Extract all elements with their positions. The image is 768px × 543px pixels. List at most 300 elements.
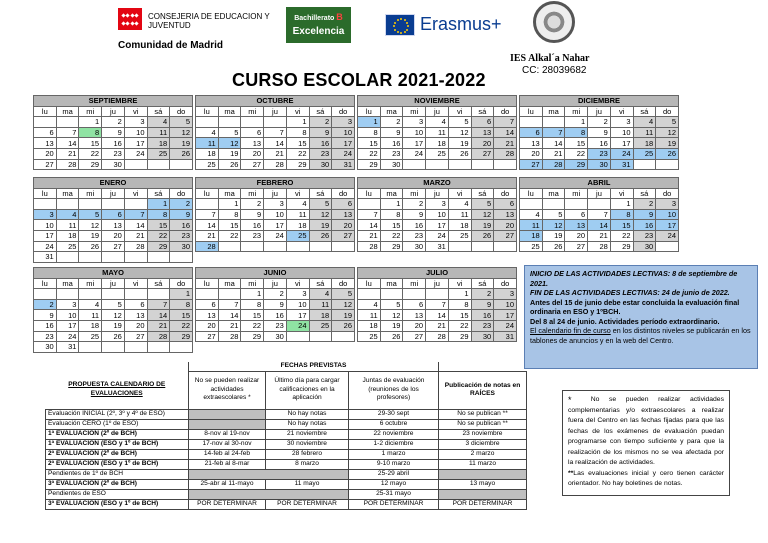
calendar-day: 15	[241, 310, 264, 321]
calendar-day: 18	[286, 220, 309, 231]
bach-line2: Excelencia	[292, 26, 345, 37]
calendar-day: 25	[633, 148, 656, 159]
eval-cell	[189, 419, 266, 429]
calendar-day: 6	[494, 199, 517, 210]
month-name: FEBRERO	[196, 178, 355, 189]
eval-cell: 3 diciembre	[439, 439, 527, 449]
calendar-day: 8	[448, 299, 471, 310]
calendar-day: 1	[79, 117, 102, 128]
calendar-empty-cell	[656, 241, 679, 252]
eval-row-name: 3ª EVALUACIÓN (2º de BCH)	[46, 479, 189, 489]
calendar-day: 21	[358, 230, 381, 241]
calendar-day: 26	[471, 230, 494, 241]
calendar-day: 18	[520, 230, 543, 241]
calendar-day: 12	[79, 220, 102, 231]
calendar-day: 28	[542, 159, 565, 170]
weekday-header: mi	[241, 106, 264, 117]
calendar-day: 6	[124, 299, 147, 310]
weekday-header: ma	[56, 188, 79, 199]
calendar-empty-cell	[124, 199, 147, 210]
calendar-day: 13	[471, 127, 494, 138]
calendar-day: 23	[633, 230, 656, 241]
calendar-day: 6	[241, 127, 264, 138]
calendar-day: 15	[147, 220, 170, 231]
calendar-day: 24	[403, 148, 426, 159]
calendar-empty-cell	[79, 342, 102, 353]
calendar-day: 2	[403, 199, 426, 210]
calendar-day: 18	[633, 138, 656, 149]
eu-star-icon	[404, 31, 406, 33]
weekday-header: ma	[56, 106, 79, 117]
calendar-day: 12	[656, 127, 679, 138]
weekday-header: sá	[471, 106, 494, 117]
eu-star-icon	[400, 18, 402, 20]
calendar-day: 11	[79, 310, 102, 321]
weekday-header: mi	[565, 106, 588, 117]
calendar-day: 14	[358, 220, 381, 231]
calendar-day: 6	[34, 127, 57, 138]
weekday-header: lu	[520, 106, 543, 117]
eval-cell: 6 octubre	[349, 419, 439, 429]
eval-row	[46, 499, 527, 509]
calendar-day: 23	[309, 148, 332, 159]
calendar-day: 13	[494, 209, 517, 220]
calendar-empty-cell	[196, 289, 219, 300]
calendar-day: 3	[656, 199, 679, 210]
calendar-day: 29	[565, 159, 588, 170]
calendar-day: 14	[588, 220, 611, 231]
calendar-day: 10	[124, 127, 147, 138]
eval-cell: 30 noviembre	[266, 439, 349, 449]
calendar-day: 15	[79, 138, 102, 149]
calendar-day: 30	[380, 159, 403, 170]
eval-cell: 1 marzo	[349, 449, 439, 459]
month-calendar-julio	[357, 267, 517, 342]
calendar-empty-cell	[196, 199, 219, 210]
calendar-day: 16	[633, 220, 656, 231]
calendar-empty-cell	[264, 241, 287, 252]
calendar-day: 20	[102, 230, 125, 241]
calendar-day: 20	[494, 220, 517, 231]
calendar-day: 19	[309, 220, 332, 231]
school-code: CC: 28039682	[522, 65, 587, 76]
eval-empty-cell	[439, 489, 527, 499]
eu-star-icon	[400, 32, 402, 34]
calendar-day: 9	[471, 299, 494, 310]
calendar-day: 29	[286, 159, 309, 170]
calendar-day: 27	[196, 331, 219, 342]
weekday-header: do	[332, 278, 355, 289]
calendar-day: 14	[264, 138, 287, 149]
eval-cell: 22 noviembre	[349, 429, 439, 439]
calendar-day: 18	[79, 320, 102, 331]
calendar-day: 3	[403, 117, 426, 128]
eval-row	[46, 429, 527, 439]
eval-row-name: 2ª EVALUACIÓN (2º de BCH)	[46, 449, 189, 459]
consejeria-line1: CONSEJERIA DE EDUCACION Y	[148, 12, 270, 21]
calendar-day: 3	[286, 289, 309, 300]
calendar-day: 12	[102, 310, 125, 321]
calendar-empty-cell	[565, 199, 588, 210]
calendar-day: 19	[380, 320, 403, 331]
school-name: IES Alkal´a Nahar	[510, 53, 590, 64]
calendar-day: 23	[471, 320, 494, 331]
calendar-day: 6	[196, 299, 219, 310]
calendar-day: 5	[656, 117, 679, 128]
weekday-header: lu	[34, 278, 57, 289]
eval-cell: 17-nov al 30-nov	[189, 439, 266, 449]
eval-cell: No hay notas	[266, 409, 349, 419]
calendar-empty-cell	[124, 159, 147, 170]
eval-cell: 25-29 abril	[349, 469, 439, 479]
calendar-day: 10	[403, 127, 426, 138]
weekday-header: sá	[147, 278, 170, 289]
calendar-day: 24	[34, 241, 57, 252]
calendar-day: 13	[102, 220, 125, 231]
eval-cell: 8-nov al 19-nov	[189, 429, 266, 439]
month-calendar-abril	[519, 177, 679, 252]
calendar-day: 18	[309, 310, 332, 321]
calendar-day: 10	[34, 220, 57, 231]
weekday-header: vi	[124, 188, 147, 199]
calendar-day: 7	[264, 127, 287, 138]
eval-row-name: 2ª EVALUACIÓN (ESO y 1º de BCH)	[46, 459, 189, 469]
calendar-empty-cell	[147, 159, 170, 170]
calendar-day: 29	[241, 331, 264, 342]
weekday-header: lu	[358, 278, 381, 289]
calendar-day: 19	[542, 230, 565, 241]
month-calendar-septiembre	[33, 95, 193, 170]
calendar-empty-cell	[656, 159, 679, 170]
calendar-day: 14	[494, 127, 517, 138]
eval-row-name: 1ª EVALUACIÓN (2º de BCH)	[46, 429, 189, 439]
calendar-day: 9	[403, 209, 426, 220]
calendar-day: 5	[542, 209, 565, 220]
info-end: FIN DE LAS ACTIVIDADES LECTIVAS: 24 de junio de 2022.	[530, 288, 730, 297]
weekday-header: lu	[196, 188, 219, 199]
weekday-header: ma	[380, 188, 403, 199]
note-1: * No se pueden realizar actividades complementarias y/o extraescolares a realizar fuera del Centro en las fechas fijadas para que las fechas de los exámenes de evaluación puedan programarse con tiempo suficiente y para que la realización de los mismos no se vea afectada por la realización de actividades.	[568, 395, 724, 466]
eval-row	[46, 409, 527, 419]
calendar-day: 19	[332, 310, 355, 321]
calendar-empty-cell	[102, 199, 125, 210]
calendar-day: 13	[196, 310, 219, 321]
eval-row-name: 1ª EVALUACIÓN (ESO y 1º de BCH)	[46, 439, 189, 449]
calendar-day: 27	[34, 159, 57, 170]
calendar-empty-cell	[494, 159, 517, 170]
month-calendar-octubre	[195, 95, 355, 170]
calendar-empty-cell	[403, 159, 426, 170]
calendar-day: 30	[403, 241, 426, 252]
calendar-day: 19	[170, 138, 193, 149]
calendar-day: 19	[79, 230, 102, 241]
eval-cell: 11 mayo	[266, 479, 349, 489]
calendar-day: 23	[34, 331, 57, 342]
calendar-day: 1	[147, 199, 170, 210]
calendar-day: 5	[309, 199, 332, 210]
month-calendar-febrero	[195, 177, 355, 252]
calendar-day: 26	[380, 331, 403, 342]
calendar-day: 3	[494, 289, 517, 300]
calendar-day: 7	[588, 209, 611, 220]
calendar-day: 25	[426, 148, 449, 159]
weekday-header: lu	[34, 106, 57, 117]
calendar-empty-cell	[124, 252, 147, 263]
eval-column-header: No se pueden realizar actividades extraescolares *	[189, 371, 266, 409]
calendar-day: 22	[286, 148, 309, 159]
calendar-empty-cell	[102, 252, 125, 263]
calendar-day: 1	[358, 117, 381, 128]
calendar-day: 12	[542, 220, 565, 231]
calendar-day: 30	[588, 159, 611, 170]
calendar-day: 10	[332, 127, 355, 138]
comunidad-label: Comunidad de Madrid	[118, 40, 223, 51]
consejeria-text	[148, 12, 270, 30]
eval-column-header: Publicación de notas en RAÍCES	[439, 371, 527, 409]
calendar-day: 22	[147, 230, 170, 241]
month-calendar-marzo	[357, 177, 517, 252]
eval-cell: 25-abr al 11-mayo	[189, 479, 266, 489]
calendar-empty-cell	[633, 159, 656, 170]
weekday-header: ma	[380, 106, 403, 117]
school-seal-icon	[533, 1, 575, 43]
weekday-header: sá	[309, 106, 332, 117]
calendar-day: 12	[471, 209, 494, 220]
calendar-day: 9	[633, 209, 656, 220]
calendar-empty-cell	[358, 199, 381, 210]
eval-cell: 21 noviembre	[266, 429, 349, 439]
calendar-day: 27	[124, 331, 147, 342]
calendar-day: 17	[286, 310, 309, 321]
calendar-day: 1	[565, 117, 588, 128]
calendar-day: 7	[358, 209, 381, 220]
weekday-header: do	[332, 188, 355, 199]
weekday-header: mi	[241, 278, 264, 289]
calendar-day: 23	[241, 230, 264, 241]
madrid-flag-logo	[118, 8, 142, 30]
calendar-day: 15	[170, 310, 193, 321]
calendar-day: 3	[426, 199, 449, 210]
calendar-day: 16	[34, 320, 57, 331]
eu-star-icon	[407, 25, 409, 27]
calendar-day: 29	[610, 241, 633, 252]
calendar-day: 9	[34, 310, 57, 321]
eval-empty-cell	[189, 489, 349, 499]
calendar-day: 12	[332, 299, 355, 310]
calendar-day: 29	[448, 331, 471, 342]
calendar-day: 25	[196, 159, 219, 170]
calendar-day: 8	[170, 299, 193, 310]
calendar-day: 27	[403, 331, 426, 342]
calendar-empty-cell	[286, 331, 309, 342]
month-calendar-mayo	[33, 267, 193, 353]
month-name: JULIO	[358, 268, 517, 279]
calendar-day: 11	[520, 220, 543, 231]
calendar-day: 28	[124, 241, 147, 252]
weekday-header: lu	[358, 188, 381, 199]
calendar-day: 3	[264, 199, 287, 210]
weekday-header: lu	[196, 278, 219, 289]
calendar-empty-cell	[286, 241, 309, 252]
calendar-day: 24	[426, 230, 449, 241]
calendar-day: 18	[56, 230, 79, 241]
calendar-day: 13	[241, 138, 264, 149]
calendar-day: 4	[286, 199, 309, 210]
calendar-day: 21	[494, 138, 517, 149]
calendar-day: 12	[380, 310, 403, 321]
calendar-day: 1	[170, 289, 193, 300]
eval-cell: POR DETERMINAR	[349, 499, 439, 509]
month-name: DICIEMBRE	[520, 96, 679, 107]
calendar-day: 24	[264, 230, 287, 241]
calendar-day: 15	[610, 220, 633, 231]
calendar-day: 26	[448, 148, 471, 159]
eval-cell: 11 marzo	[439, 459, 527, 469]
calendar-day: 2	[241, 199, 264, 210]
calendar-day: 7	[147, 299, 170, 310]
weekday-header: ju	[426, 278, 449, 289]
weekday-header: ju	[426, 188, 449, 199]
month-name: JUNIO	[196, 268, 355, 279]
month-name: ABRIL	[520, 178, 679, 189]
calendar-day: 25	[448, 230, 471, 241]
calendar-day: 15	[565, 138, 588, 149]
calendar-day: 12	[309, 209, 332, 220]
eval-cell: No se publican **	[439, 409, 527, 419]
calendar-day: 4	[79, 299, 102, 310]
weekday-header: mi	[79, 106, 102, 117]
calendar-day: 8	[610, 209, 633, 220]
calendar-day: 4	[520, 209, 543, 220]
consejeria-line2: JUVENTUD	[148, 21, 191, 30]
calendar-empty-cell	[542, 199, 565, 210]
calendar-day: 9	[102, 127, 125, 138]
calendar-day: 27	[520, 159, 543, 170]
eval-cell: No se publican **	[439, 419, 527, 429]
weekday-header: sá	[633, 106, 656, 117]
calendar-day: 29	[358, 159, 381, 170]
calendar-day: 20	[34, 148, 57, 159]
eval-row-name: Pendientes de ESO	[46, 489, 189, 499]
calendar-day: 1	[286, 117, 309, 128]
calendar-empty-cell	[241, 117, 264, 128]
calendar-day: 31	[610, 159, 633, 170]
calendar-day: 28	[358, 241, 381, 252]
weekday-header: sá	[633, 188, 656, 199]
weekday-header: sá	[309, 278, 332, 289]
calendar-day: 28	[426, 331, 449, 342]
calendar-day: 2	[588, 117, 611, 128]
eval-cell: 8 marzo	[266, 459, 349, 469]
weekday-header: ma	[542, 188, 565, 199]
calendar-empty-cell	[264, 117, 287, 128]
month-name: NOVIEMBRE	[358, 96, 517, 107]
calendar-empty-cell	[426, 289, 449, 300]
info-publication-rest: en los distintos niveles se publicarán en los tablones de anuncios y en la web del Centro.	[530, 326, 751, 345]
calendar-day: 22	[79, 148, 102, 159]
calendar-day: 6	[102, 209, 125, 220]
eval-cell: 13 mayo	[439, 479, 527, 489]
calendar-day: 2	[102, 117, 125, 128]
calendar-day: 16	[170, 220, 193, 231]
calendar-day: 27	[332, 230, 355, 241]
info-final-eval: Antes del 15 de junio debe estar concluida la evaluación final ordinaria en ESO y 1ºBCH.	[530, 297, 740, 316]
calendar-day: 18	[448, 220, 471, 231]
calendar-day: 14	[147, 310, 170, 321]
calendar-day: 7	[494, 117, 517, 128]
calendar-day: 21	[196, 230, 219, 241]
calendar-day: 30	[309, 159, 332, 170]
calendar-day: 23	[170, 230, 193, 241]
weekday-header: mi	[79, 278, 102, 289]
eval-cell: 25-31 mayo	[349, 489, 439, 499]
calendar-empty-cell	[332, 241, 355, 252]
calendar-day: 9	[241, 209, 264, 220]
calendar-day: 14	[218, 310, 241, 321]
calendar-empty-cell	[358, 289, 381, 300]
calendar-empty-cell	[426, 159, 449, 170]
calendar-day: 17	[494, 310, 517, 321]
calendar-empty-cell	[218, 289, 241, 300]
calendar-day: 11	[196, 138, 219, 149]
calendar-day: 11	[147, 127, 170, 138]
eval-row	[46, 439, 527, 449]
weekday-header: vi	[448, 106, 471, 117]
calendar-day: 21	[147, 320, 170, 331]
calendar-day: 5	[332, 289, 355, 300]
calendar-day: 8	[218, 209, 241, 220]
calendar-day: 9	[170, 209, 193, 220]
calendar-day: 12	[170, 127, 193, 138]
calendar-empty-cell	[588, 199, 611, 210]
calendar-day: 28	[218, 331, 241, 342]
eval-cell: 1-2 diciembre	[349, 439, 439, 449]
calendar-empty-cell	[241, 241, 264, 252]
calendar-day: 12	[448, 127, 471, 138]
calendar-day: 7	[542, 127, 565, 138]
calendar-day: 2	[264, 289, 287, 300]
weekday-header: vi	[124, 106, 147, 117]
month-name: MAYO	[34, 268, 193, 279]
eval-row-name: Evaluación CERO (1º de ESO)	[46, 419, 189, 429]
calendar-day: 19	[656, 138, 679, 149]
calendar-day: 26	[79, 241, 102, 252]
calendar-day: 16	[380, 138, 403, 149]
calendar-day: 20	[471, 138, 494, 149]
calendar-day: 2	[471, 289, 494, 300]
weekday-header: sá	[471, 188, 494, 199]
eval-cell: 28 febrero	[266, 449, 349, 459]
erasmus-label: Erasmus+	[420, 14, 502, 34]
calendar-day: 4	[147, 117, 170, 128]
calendar-day: 27	[565, 241, 588, 252]
calendar-day: 17	[610, 138, 633, 149]
calendar-day: 14	[124, 220, 147, 231]
calendar-day: 3	[124, 117, 147, 128]
calendar-empty-cell	[309, 331, 332, 342]
calendar-empty-cell	[56, 289, 79, 300]
notes-box	[562, 390, 730, 496]
calendar-day: 14	[56, 138, 79, 149]
calendar-empty-cell	[147, 289, 170, 300]
weekday-header: vi	[286, 188, 309, 199]
calendar-day: 21	[218, 320, 241, 331]
calendar-day: 26	[218, 159, 241, 170]
calendar-day: 8	[147, 209, 170, 220]
calendar-day: 28	[147, 331, 170, 342]
calendar-day: 7	[196, 209, 219, 220]
calendar-day: 16	[588, 138, 611, 149]
